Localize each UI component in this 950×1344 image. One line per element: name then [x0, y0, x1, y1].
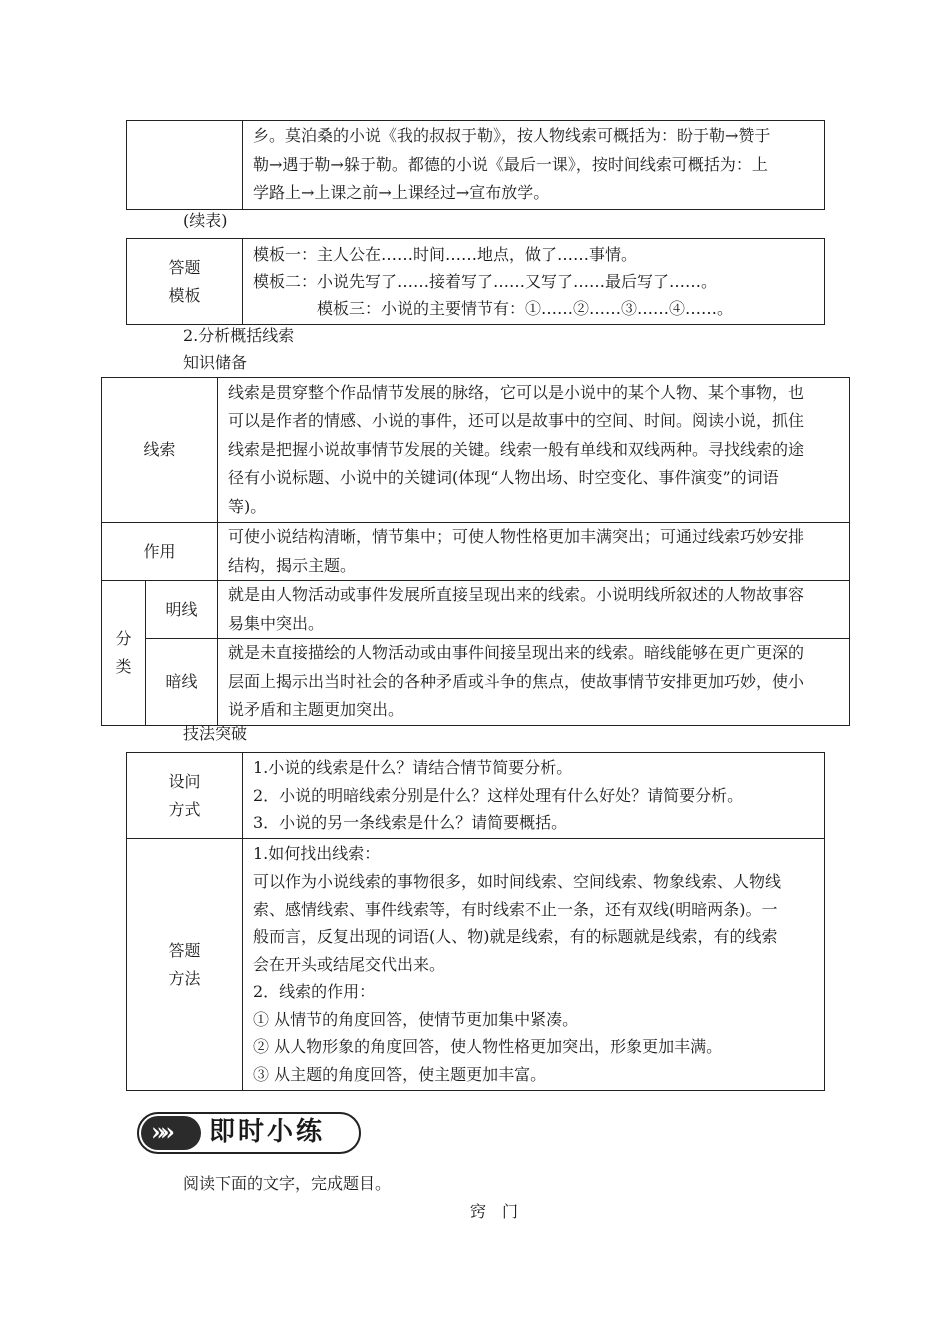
label-line: 设问 — [168, 771, 201, 791]
clue-definition — [218, 378, 850, 523]
question-line: 2．小说的明暗线索分别是什么？这样处理有什么好处？请简要分析。 — [253, 785, 744, 805]
category-char: 类 — [115, 657, 132, 676]
continuation-label-cell — [127, 121, 243, 210]
method-line: 2．线索的作用： — [253, 982, 376, 1002]
story-title: 窍 门 — [470, 1202, 519, 1221]
answer-template-table — [126, 238, 825, 325]
banner-title: 即时小练 — [209, 1117, 326, 1147]
explicit-clue-line: 就是由人物活动或事件发展所直接呈现出来的线索。小说明线所叙述的人物故事容 — [228, 585, 805, 604]
answer-template-content — [243, 239, 825, 325]
continued-label: (续表) — [183, 211, 228, 230]
method-line: 会在开头或结尾交代出来。 — [253, 954, 446, 974]
clue-line: 线索是把握小说故事情节发展的关键。线索一般有单线和双线两种。寻找线索的途 — [228, 439, 805, 459]
knowledge-heading: 知识储备 — [183, 353, 248, 372]
technique-heading: 技法突破 — [183, 724, 248, 743]
clue-knowledge-table — [101, 377, 850, 726]
question-style-label — [127, 753, 243, 839]
practice-banner — [137, 1108, 361, 1154]
answer-method-content — [243, 839, 825, 1091]
explicit-clue-line: 易集中突出。 — [228, 613, 325, 633]
function-label: 作用 — [102, 523, 218, 581]
implicit-clue-line: 层面上揭示出当时社会的各种矛盾或斗争的焦点，使故事情节安排更加巧妙，使小 — [228, 671, 805, 691]
reading-instruction: 阅读下面的文字，完成题目。 — [183, 1174, 392, 1193]
clue-label: 线索 — [102, 378, 218, 523]
function-line: 结构，揭示主题。 — [228, 555, 357, 575]
category-label — [102, 581, 146, 726]
method-line: 索、感情线索、事件线索等，有时线索不止一条，还有双线(明暗两条)。一 — [253, 899, 778, 919]
label-line: 答题 — [168, 257, 201, 277]
method-line: 可以作为小说线索的事物很多，如时间线索、空间线索、物象线索、人物线 — [253, 871, 782, 891]
continuation-table — [126, 120, 825, 210]
label-line: 方式 — [168, 799, 201, 819]
banner-arrow-badge — [141, 1116, 201, 1150]
continuation-line: 勒→遇于勒→躲于勒。都德的小说《最后一课》，按时间线索可概括为：上 — [253, 154, 768, 174]
method-line: 1.如何找出线索： — [253, 844, 381, 864]
explicit-clue-content — [218, 581, 850, 639]
category-char: 分 — [115, 629, 132, 648]
template-line-1: 模板一：主人公在……时间……地点，做了……事情。 — [253, 245, 638, 264]
continuation-content-cell — [243, 121, 825, 210]
label-line: 方法 — [168, 968, 201, 988]
answer-method-label — [127, 839, 243, 1091]
method-line: ③ 从主题的角度回答，使主题更加丰富。 — [253, 1065, 547, 1085]
template-line-3: 模板三：小说的主要情节有：①……②……③……④……。 — [317, 299, 734, 318]
clue-line: 线索是贯穿整个作品情节发展的脉络，它可以是小说中的某个人物、某个事物，也 — [228, 382, 805, 402]
double-chevron-icon: »» — [151, 1117, 169, 1146]
question-line: 1.小说的线索是什么？请结合情节简要分析。 — [253, 758, 573, 778]
method-line: ① 从情节的角度回答，使情节更加集中紧凑。 — [253, 1009, 579, 1029]
implicit-clue-line: 就是未直接描绘的人物活动或由事件间接呈现出来的线索。暗线能够在更广更深的 — [228, 643, 805, 663]
continuation-line: 乡。莫泊桑的小说《我的叔叔于勒》，按人物线索可概括为：盼于勒→赞于 — [253, 126, 771, 146]
function-line: 可使小说结构清晰，情节集中；可使人物性格更加丰满突出；可通过线索巧妙安排 — [228, 527, 805, 546]
technique-table — [126, 752, 825, 1091]
question-style-content — [243, 753, 825, 839]
clue-line: 可以是作者的情感、小说的事件，还可以是故事中的空间、时间。阅读小说，抓住 — [228, 411, 805, 431]
method-line: ② 从人物形象的角度回答，使人物性格更加突出，形象更加丰满。 — [253, 1037, 723, 1057]
implicit-clue-line: 说矛盾和主题更加突出。 — [228, 700, 405, 720]
question-line: 3．小说的另一条线索是什么？请简要概括。 — [253, 813, 568, 833]
label-line: 答题 — [168, 940, 201, 960]
clue-line: 径有小说标题、小说中的关键词(体现“人物出场、时空变化、事件演变”的词语 — [228, 468, 779, 488]
implicit-clue-content — [218, 639, 850, 726]
clue-line: 等)。 — [228, 496, 267, 516]
continuation-line: 学路上→上课之前→上课经过→宣布放学。 — [253, 183, 550, 203]
implicit-clue-label: 暗线 — [146, 639, 218, 726]
label-line: 模板 — [168, 285, 201, 305]
answer-template-label — [127, 239, 243, 325]
function-content — [218, 523, 850, 581]
explicit-clue-label: 明线 — [146, 581, 218, 639]
method-line: 般而言，反复出现的词语(人、物)就是线索，有的标题就是线索，有的线索 — [253, 927, 778, 947]
template-line-2: 模板二：小说先写了……接着写了……又写了……最后写了……。 — [253, 272, 718, 291]
section-heading: 2.分析概括线索 — [183, 326, 295, 345]
